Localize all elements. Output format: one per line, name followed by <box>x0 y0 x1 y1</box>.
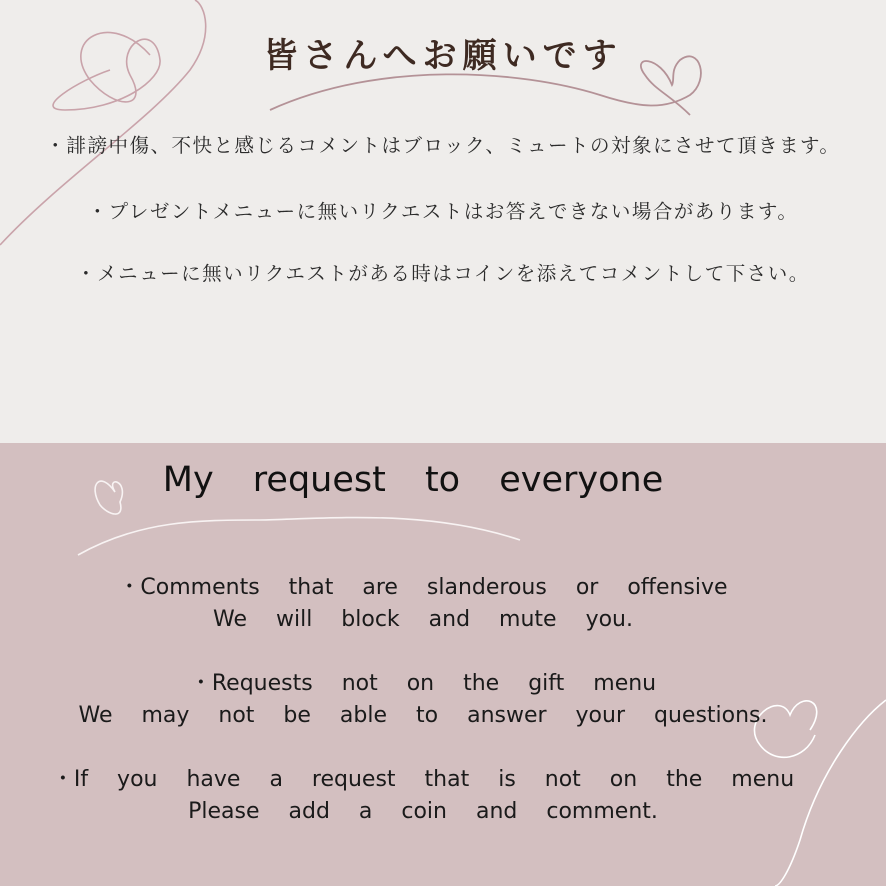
rule-line: ・プレゼントメニューに無いリクエストはお答えできない場合があります。 <box>87 200 799 223</box>
page-title: 皆さんへお願いです <box>263 36 623 76</box>
rule-line: ・誹謗中傷、不快と感じるコメントはブロック、ミュートの対象にさせて頂きます。 <box>45 134 841 157</box>
request-item-line: ・If you have a request that is not on the menu <box>51 767 795 792</box>
request-item-line: We may not be able to answer your questions. <box>78 703 768 728</box>
request-item <box>0 668 846 732</box>
request-item <box>0 764 846 828</box>
english-title: My request to everyone <box>162 460 664 500</box>
request-item-line: ・Requests not on the gift menu <box>189 671 657 696</box>
request-item-line: Please add a coin and comment. <box>188 799 658 824</box>
rule-line: ・メニューに無いリクエストがある時はコインを添えてコメントして下さい。 <box>76 262 810 285</box>
request-item-line: We will block and mute you. <box>212 607 633 632</box>
request-item <box>0 572 846 636</box>
request-item-line: ・Comments that are slanderous or offensive <box>118 575 728 600</box>
